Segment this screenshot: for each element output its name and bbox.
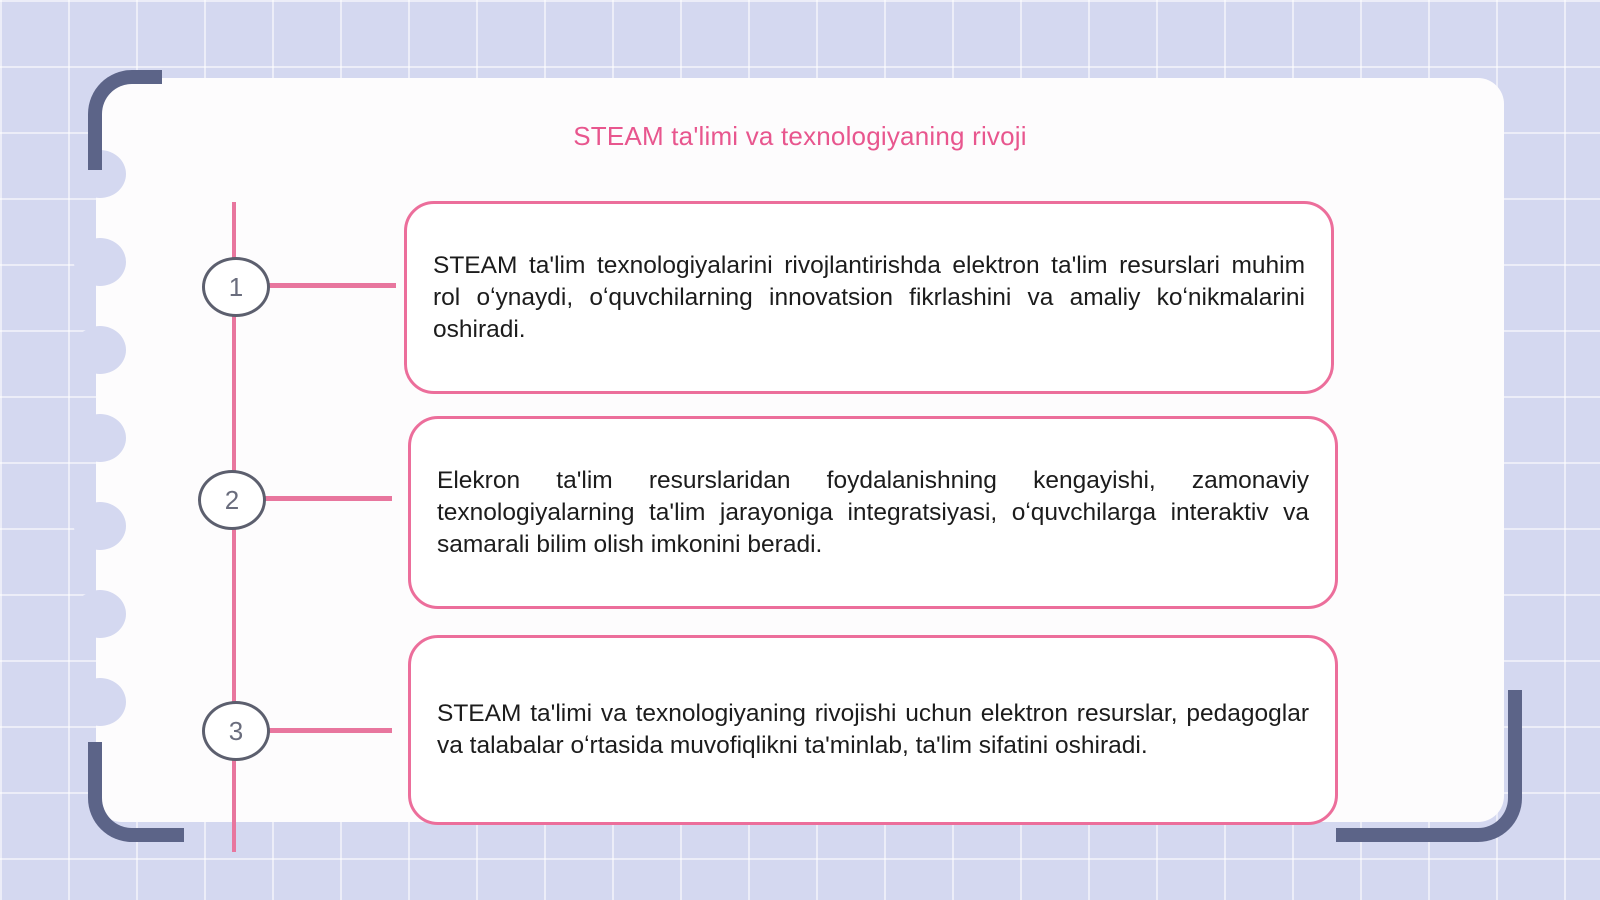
paper-notch [74,238,126,286]
paper-notch [74,502,126,550]
step-number-2: 2 [198,470,266,530]
paper-notch [74,414,126,462]
step-number-3: 3 [202,701,270,761]
timeline-connector [266,283,396,288]
corner-bracket-bottom-right [1336,690,1522,842]
corner-bracket-bottom-left [88,742,184,842]
item-text-2: Elekron ta'lim resurslaridan foydalanishning kengayishi, zamonaviy texnologiyalarning ta'lim jarayoniga integratsiyasi, oʻquvchilarga interaktiv va samarali bilim olish imkonini beradi. [437,466,1309,558]
item-text-1: STEAM ta'lim texnologiyalarini rivojlantirishda elektron ta'lim resurslari muhim rol oʻynaydi, oʻquvchilarning innovatsion fikrlashini va amaliy koʻnikmalarini oshiradi. [433,251,1305,343]
item-text-3: STEAM ta'limi va texnologiyaning rivojishi uchun elektron resurslar, pedagoglar va talabalar oʻrtasida muvofiqlikni ta'minlab, ta'lim sifatini oshiradi. [437,700,1309,759]
item-box-1 [404,201,1334,394]
item-box-3 [408,635,1338,825]
paper-notch [74,590,126,638]
timeline-connector [266,728,392,733]
timeline-connector [262,496,392,501]
step-number-1: 1 [202,257,270,317]
paper-notch [74,678,126,726]
corner-bracket-top-left [88,70,162,170]
paper-notch [74,326,126,374]
slide-title: STEAM ta'limi va texnologiyaning rivoji [573,121,1027,151]
item-box-2 [408,416,1338,609]
